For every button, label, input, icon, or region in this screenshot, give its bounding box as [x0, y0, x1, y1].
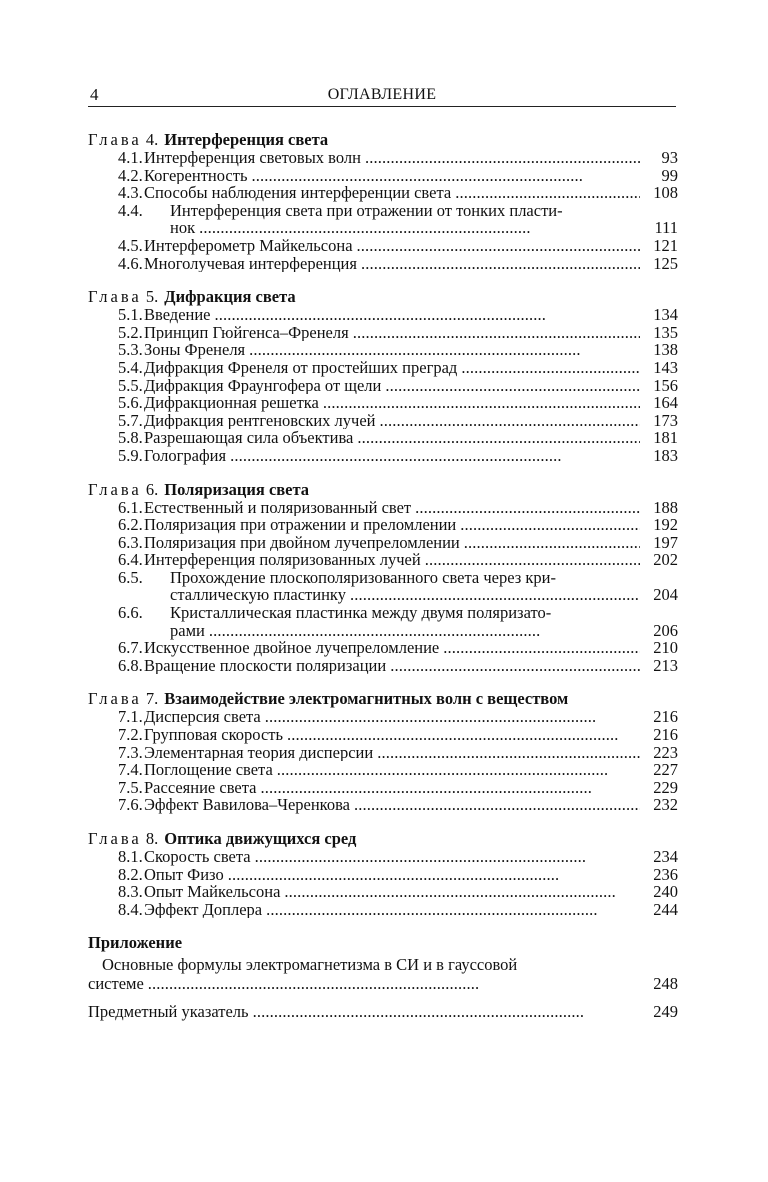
section-title-text: Скорость света [144, 848, 251, 866]
page-ref: 121 [653, 235, 678, 255]
toc-entry[interactable] [88, 377, 678, 395]
section-title [144, 779, 644, 797]
section-title-text: Поляризация при двойном лучепреломлении [144, 533, 460, 552]
chapter-label: Глава [88, 829, 142, 848]
section-title [144, 657, 644, 675]
toc-entry[interactable] [88, 551, 678, 569]
toc-entry[interactable] [88, 866, 678, 884]
dot-leader [461, 359, 640, 377]
chapter-section [88, 690, 678, 814]
page-ref: 236 [653, 864, 678, 884]
dot-leader [365, 149, 640, 167]
section-number: 5.3. [118, 340, 143, 360]
page-ref: 197 [653, 532, 678, 552]
toc-entry[interactable] [88, 255, 678, 273]
dot-leader [287, 726, 640, 744]
section-title [144, 184, 644, 202]
page-ref: 111 [654, 218, 678, 238]
section-number: 4.2. [118, 165, 143, 185]
section-title-text: Групповая скорость [144, 726, 284, 744]
toc-entry[interactable] [88, 394, 678, 412]
section-title-text: Естественный и поляризованный свет [144, 498, 412, 517]
section-title-text: Интерференция поляризованных лучей [144, 551, 421, 569]
dot-leader [425, 551, 640, 569]
section-title [144, 167, 644, 185]
page-ref: 216 [653, 725, 678, 745]
section-title-line2: сталлическую пластинку [170, 585, 346, 605]
toc-entry-line [88, 202, 678, 220]
section-number: 6.7. [118, 638, 143, 658]
chapter-title[interactable]: Взаимодействие электромагнитных волн с веществом [164, 689, 569, 709]
dot-leader [228, 866, 640, 884]
section-title [144, 237, 644, 255]
chapter-label: Глава [88, 287, 142, 307]
section-title [144, 149, 644, 167]
section-number: 5.2. [118, 322, 143, 342]
dot-leader [148, 975, 640, 993]
page-ref: 227 [653, 760, 678, 780]
toc-entry[interactable] [88, 429, 678, 447]
chapter-title[interactable]: Интерференция света [164, 130, 329, 149]
toc-entry[interactable] [88, 883, 678, 901]
toc-entry-line [88, 586, 678, 604]
page-ref: 108 [653, 183, 678, 203]
section-title-text: Интерферометр Майкельсона [144, 236, 353, 255]
toc-entry[interactable] [88, 901, 678, 919]
toc-entry[interactable] [88, 726, 678, 744]
chapter-title[interactable]: Поляризация света [164, 479, 310, 499]
toc-entry[interactable] [88, 341, 678, 359]
chapter-label: Глава [88, 689, 142, 709]
section-number: 4.1. [118, 148, 143, 167]
table-of-contents [88, 131, 678, 1020]
section-title [144, 726, 644, 744]
section-title [144, 447, 644, 465]
index-entry[interactable] [88, 1002, 678, 1020]
section-number: 5.5. [118, 375, 143, 395]
dot-leader [443, 639, 640, 657]
dot-leader [266, 901, 640, 919]
section-title [144, 394, 644, 412]
toc-entry[interactable] [88, 359, 678, 377]
section-number: 7.2. [118, 725, 143, 745]
section-title [144, 412, 644, 430]
section-number: 6.2. [118, 515, 143, 535]
section-title-text: Вращение плоскости поляризации [144, 656, 387, 675]
page-ref: 223 [653, 742, 678, 762]
section-title-text: Дифракция рентгеновских лучей [144, 411, 376, 430]
section-number: 6.6. [118, 603, 143, 623]
page-ref: 135 [653, 322, 678, 342]
toc-entry-line [88, 622, 678, 640]
section-number: 8.2. [118, 864, 143, 884]
toc-entry[interactable] [88, 516, 678, 534]
dot-leader [277, 761, 640, 779]
page-ref: 173 [653, 410, 678, 430]
toc-entry[interactable] [88, 779, 678, 797]
chapter-number: 7. [145, 689, 159, 709]
chapter-section [88, 288, 678, 464]
dot-leader [265, 708, 640, 726]
page-ref: 240 [653, 882, 678, 902]
section-title [144, 848, 644, 866]
section-title-text: Способы наблюдения интерференции света [144, 184, 452, 202]
page-ref: 229 [653, 777, 678, 797]
section-title-text: Дифракция Френеля от простейших преград [144, 358, 458, 377]
section-title [144, 306, 644, 324]
dot-leader [253, 1003, 640, 1021]
section-number: 7.3. [118, 742, 143, 762]
section-title-text: Дисперсия света [144, 708, 261, 727]
section-title-text: Когерентность [144, 166, 248, 185]
toc-entry[interactable] [88, 306, 678, 324]
page-header [88, 86, 676, 107]
page-ref: 143 [653, 357, 678, 377]
dot-leader [323, 394, 640, 412]
page-ref: 206 [653, 620, 678, 640]
page-ref: 216 [653, 707, 678, 727]
dot-leader [251, 167, 640, 185]
section-title-text: Элементарная теория дисперсии [144, 743, 374, 762]
section-title-text: Рассеяние света [144, 778, 257, 797]
page-ref: 202 [653, 550, 678, 570]
section-title [144, 359, 644, 377]
toc-entry-line [88, 569, 678, 587]
toc-entry[interactable] [88, 761, 678, 779]
chapter-heading [88, 288, 678, 306]
toc-entry[interactable] [88, 412, 678, 430]
page-ref: 99 [661, 165, 678, 185]
section-title-text: Поляризация при отражении и преломлении [144, 516, 457, 534]
chapter-section [88, 481, 678, 675]
toc-entry[interactable] [88, 848, 678, 866]
chapter-title[interactable]: Дифракция света [164, 287, 296, 307]
section-title-line1: Прохождение плоскополяризованного света через кри- [170, 567, 556, 587]
section-number: 7.6. [118, 795, 143, 815]
section-number: 4.5. [118, 235, 143, 255]
appendix-entry-line2[interactable] [88, 974, 678, 992]
dot-leader [215, 306, 640, 324]
dot-leader [249, 341, 640, 359]
section-title-text: Поглощение света [144, 761, 273, 779]
section-number: 4.6. [118, 253, 143, 273]
section-title-text: Эффект Вавилова–Черенкова [144, 796, 350, 814]
section-number: 6.8. [118, 655, 143, 675]
section-title [144, 516, 644, 534]
toc-entry[interactable] [88, 499, 678, 517]
section-number: 6.1. [118, 497, 143, 517]
page-ref: 232 [653, 795, 678, 815]
dot-leader [415, 499, 640, 517]
toc-entry[interactable] [88, 149, 678, 167]
appendix-entry-line1[interactable]: Основные формулы электромагнетизма в СИ и в гауссовой [102, 955, 518, 975]
page-ref: 125 [653, 253, 678, 273]
section-title [144, 255, 644, 273]
section-title-text: Опыт Физо [144, 865, 224, 884]
page-ref: 93 [661, 148, 678, 167]
section-title [144, 883, 644, 901]
section-title-line2: рами [170, 620, 205, 640]
section-number: 5.9. [118, 445, 143, 465]
section-title-text: Интерференция световых волн [144, 149, 361, 167]
section-number: 7.5. [118, 777, 143, 797]
page-number: 4 [90, 85, 99, 104]
section-title [144, 901, 644, 919]
section-number: 8.4. [118, 899, 143, 919]
section-title-text: Разрешающая сила объектива [144, 429, 354, 447]
section-number: 6.5. [118, 567, 143, 587]
running-title: ОГЛАВЛЕНИЕ [327, 86, 437, 103]
chapter-heading [88, 830, 678, 848]
dot-leader [354, 796, 640, 814]
section-title-text: Искусственное двойное лучепреломление [144, 639, 440, 657]
toc-entry[interactable] [88, 167, 678, 185]
chapter-number: 5. [145, 287, 159, 307]
section-number: 4.4. [118, 200, 143, 220]
index-title: Предметный указатель [88, 1001, 249, 1021]
dot-leader [390, 657, 640, 675]
dot-leader [255, 848, 640, 866]
section-number: 5.6. [118, 393, 143, 413]
section-title [144, 708, 644, 726]
section-number: 7.4. [118, 760, 143, 780]
toc-entry[interactable] [88, 744, 678, 762]
toc-entry[interactable] [88, 447, 678, 465]
toc-entry[interactable] [88, 237, 678, 255]
page-ref: 156 [653, 375, 678, 395]
section-title-text: Эффект Доплера [144, 900, 263, 919]
toc-entry[interactable] [88, 657, 678, 675]
toc-entry[interactable] [88, 324, 678, 342]
chapter-number: 8. [145, 829, 159, 848]
section-number: 6.4. [118, 550, 143, 570]
page-ref: 164 [653, 393, 678, 413]
section-title-text: Опыт Майкельсона [144, 883, 281, 901]
dot-leader [377, 744, 640, 762]
dot-leader [199, 219, 640, 237]
section-number: 5.4. [118, 357, 143, 377]
toc-entry[interactable] [88, 184, 678, 202]
section-title [144, 796, 644, 814]
section-title-text: Введение [144, 306, 211, 324]
section-number: 5.7. [118, 410, 143, 430]
dot-leader [379, 412, 640, 430]
appendix-entry-text: системе [88, 973, 144, 993]
toc-entry[interactable] [88, 796, 678, 814]
page-ref: 138 [653, 340, 678, 360]
page-ref: 244 [653, 899, 678, 919]
dot-leader [350, 586, 640, 604]
page-ref: 181 [653, 428, 678, 448]
section-title-text: Принцип Гюйгенса–Френеля [144, 323, 349, 342]
page-ref: 234 [653, 847, 678, 866]
section-number: 8.1. [118, 847, 143, 866]
dot-leader [357, 237, 640, 255]
page-ref: 204 [653, 585, 678, 605]
dot-leader [460, 516, 640, 534]
chapter-section [88, 131, 678, 272]
section-title [144, 744, 644, 762]
section-title-line2: нок [170, 218, 196, 238]
toc-entry[interactable] [88, 202, 678, 237]
page-ref: 192 [653, 515, 678, 535]
dot-leader [353, 324, 640, 342]
toc-entry[interactable] [88, 569, 678, 604]
dot-leader [209, 622, 640, 640]
section-title [144, 429, 644, 447]
page-ref: 188 [653, 497, 678, 517]
section-title [144, 761, 644, 779]
section-title-line1: Интерференция света при отражении от тонких пласти- [170, 200, 563, 220]
section-number: 6.3. [118, 532, 143, 552]
dot-leader [284, 883, 640, 901]
section-number: 5.1. [118, 305, 143, 325]
section-title-text: Дифракционная решетка [144, 394, 319, 412]
section-title [144, 499, 644, 517]
section-number: 4.3. [118, 183, 143, 203]
page-ref: 213 [653, 655, 678, 675]
toc-entry-line [88, 604, 678, 622]
dot-leader [260, 779, 640, 797]
section-title [144, 377, 644, 395]
page-ref: 249 [653, 1001, 678, 1021]
appendix-heading: Приложение [88, 933, 183, 953]
toc-entry[interactable] [88, 708, 678, 726]
appendix-section [88, 934, 678, 1020]
toc-entry[interactable] [88, 639, 678, 657]
section-number: 7.1. [118, 707, 143, 727]
page-ref: 248 [653, 973, 678, 993]
section-title [144, 866, 644, 884]
chapter-section [88, 830, 678, 918]
dot-leader [361, 255, 640, 273]
section-title [144, 551, 644, 569]
chapter-number: 6. [145, 479, 159, 499]
section-title-text: Зоны Френеля [144, 341, 246, 359]
dot-leader [385, 377, 640, 395]
page-ref: 183 [653, 445, 678, 465]
section-title-text: Голография [144, 446, 227, 465]
section-title [144, 639, 644, 657]
page-ref: 134 [653, 305, 678, 325]
chapter-title[interactable]: Оптика движущихся сред [164, 829, 357, 848]
chapter-label: Глава [88, 130, 142, 149]
chapter-heading [88, 481, 678, 499]
section-title [144, 341, 644, 359]
toc-entry-line [88, 219, 678, 237]
dot-leader [357, 429, 640, 447]
section-number: 8.3. [118, 882, 143, 902]
chapter-heading [88, 131, 678, 149]
dot-leader [464, 534, 640, 552]
dot-leader [455, 184, 640, 202]
toc-entry[interactable] [88, 604, 678, 639]
section-title [144, 534, 644, 552]
chapter-number: 4. [145, 130, 159, 149]
toc-entry[interactable] [88, 534, 678, 552]
section-title-text: Дифракция Фраунгофера от щели [144, 376, 382, 395]
section-title [144, 324, 644, 342]
page-ref: 210 [653, 638, 678, 658]
section-title-text: Многолучевая интерференция [144, 254, 357, 273]
chapter-label: Глава [88, 479, 142, 499]
section-number: 5.8. [118, 428, 143, 448]
chapter-heading [88, 690, 678, 708]
section-title-line1: Кристаллическая пластинка между двумя поляризато- [170, 603, 552, 623]
dot-leader [230, 447, 640, 465]
